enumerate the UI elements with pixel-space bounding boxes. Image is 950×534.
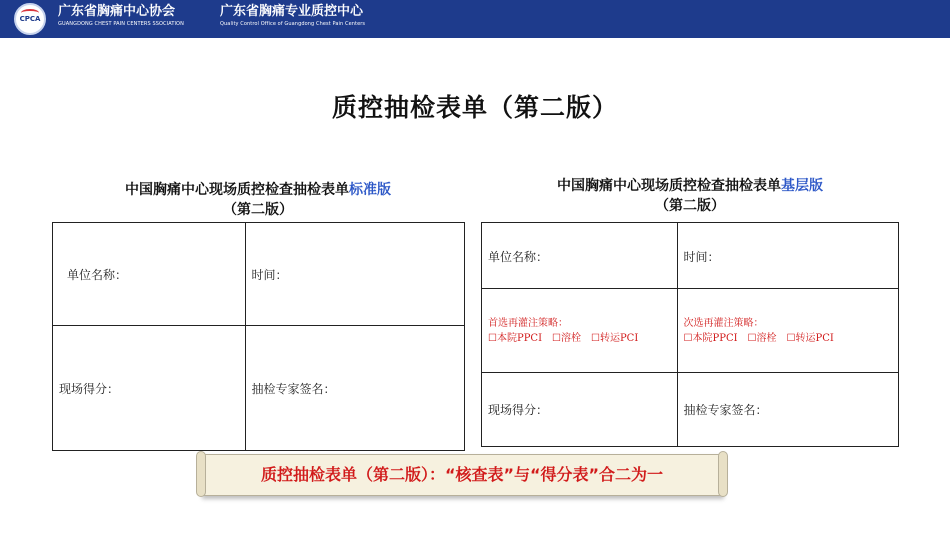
qc-center-name-en: Quality Control Office of Guangdong Chest Pain Centers [220, 21, 366, 27]
basic-form-edition: （第二版） [655, 198, 725, 214]
association-name [58, 4, 184, 29]
primary-strategy-label: 首选再灌注策略： [488, 317, 568, 329]
standard-form-table [52, 222, 465, 451]
secondary-strategy-label: 次选再灌注策略： [683, 317, 764, 329]
logo-text: CPCA [19, 15, 41, 23]
standard-form-heading-main: 中国胸痛中心现场质控检查抽检表单 [125, 182, 349, 198]
standard-edition-label: 标准版 [349, 182, 391, 198]
header-bar [0, 0, 950, 38]
basic-score-field[interactable]: 现场得分： [482, 373, 678, 447]
primary-strategy-options[interactable]: ☐本院PPCI ☐溶栓 ☐转运PCI [488, 332, 639, 344]
score-field[interactable]: 现场得分： [53, 326, 246, 451]
association-name-cn: 广东省胸痛中心协会 [58, 4, 176, 19]
standard-form-heading-line1 [52, 180, 464, 200]
association-name-en: GUANGDONG CHEST PAIN CENTERS SSOCIATION [58, 21, 184, 27]
time-field[interactable]: 时间： [245, 223, 464, 326]
primary-strategy-field[interactable] [482, 289, 678, 373]
basic-form-table [481, 222, 899, 447]
standard-form-edition: （第二版） [223, 202, 293, 218]
basic-form-heading [482, 176, 898, 216]
basic-form-heading-main: 中国胸痛中心现场质控检查抽检表单 [557, 178, 781, 194]
secondary-strategy-field[interactable] [677, 289, 898, 373]
qc-center-name [220, 4, 365, 29]
expert-signature-field[interactable]: 抽检专家签名： [245, 326, 464, 451]
page-title: 质控抽检表单（第二版） [331, 93, 618, 122]
cpca-logo [14, 3, 46, 35]
basic-unit-name-field[interactable]: 单位名称： [482, 223, 678, 289]
secondary-strategy-options[interactable]: ☐本院PPCI ☐溶栓 ☐转运PCI [683, 332, 834, 344]
basic-expert-signature-field[interactable]: 抽检专家签名： [677, 373, 898, 447]
basic-form-heading-line1 [482, 176, 898, 196]
basic-edition-label: 基层版 [781, 178, 823, 194]
banner-text: 质控抽检表单（第二版）：“核查表”与“得分表”合二为一 [260, 465, 664, 484]
qc-center-name-cn: 广东省胸痛专业质控中心 [220, 4, 364, 19]
summary-banner [196, 451, 728, 499]
unit-name-field[interactable]: 单位名称： [53, 223, 246, 326]
standard-form-heading [52, 180, 464, 220]
basic-time-field[interactable]: 时间： [677, 223, 898, 289]
